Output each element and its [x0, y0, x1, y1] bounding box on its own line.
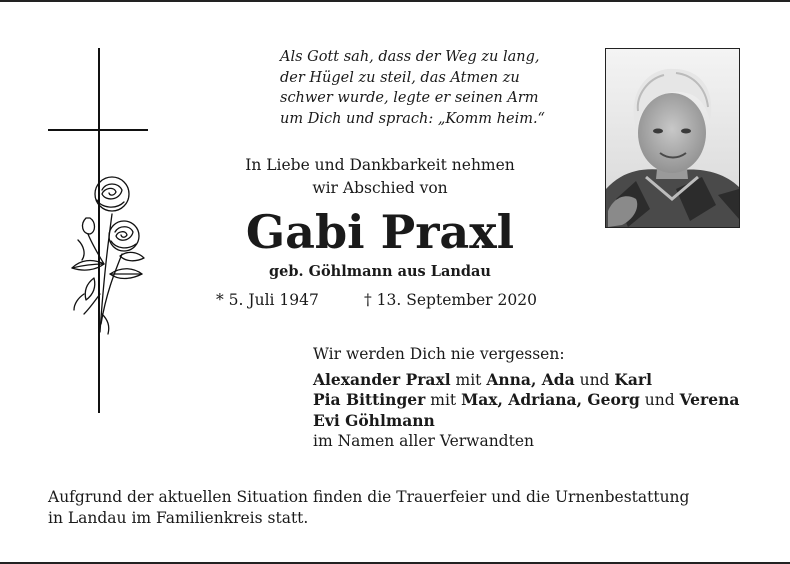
children-names: Verena — [679, 390, 740, 409]
cross-bar — [48, 129, 148, 131]
intro-line: In Liebe und Dankbarkeit nehmen — [245, 156, 515, 174]
family-member-name: Pia Bittinger — [313, 390, 426, 409]
intro-text — [200, 154, 560, 200]
poem-line: der Hügel zu steil, das Atmen zu — [280, 69, 520, 86]
deceased-name: Gabi Praxl — [245, 205, 515, 259]
family-row — [313, 390, 739, 411]
roses-icon — [64, 174, 148, 336]
poem-line: Als Gott sah, dass der Weg zu lang, — [280, 49, 540, 65]
intro-line: wir Abschied von — [312, 179, 448, 197]
poem-line: schwer wurde, legte er seinen Arm — [280, 90, 539, 106]
connector-text: mit — [425, 391, 462, 409]
maiden-name: geb. Göhlmann aus Landau — [269, 263, 491, 280]
family-row — [313, 370, 739, 391]
children-names: Karl — [614, 369, 652, 389]
funeral-notice — [48, 487, 758, 529]
family-signature — [313, 344, 739, 452]
death-date: † 13. September 2020 — [364, 291, 537, 309]
family-member-name: Evi Göhlmann — [313, 410, 435, 430]
connector-text: und — [574, 370, 615, 389]
family-member-name: Alexander Praxl — [313, 369, 451, 389]
poem-line: um Dich und sprach: „Komm heim.“ — [280, 110, 545, 127]
notice-line: in Landau im Familienkreis statt. — [48, 509, 309, 527]
children-names: Max, Adriana, Georg — [461, 390, 640, 409]
children-names: Anna, Ada — [486, 369, 575, 389]
poem — [280, 47, 545, 129]
family-closing: im Namen aller Verwandten — [313, 432, 534, 450]
family-intro: Wir werden Dich nie vergessen: — [313, 345, 565, 363]
portrait-photo — [605, 48, 740, 228]
birth-date: * 5. Juli 1947 — [216, 291, 319, 309]
connector-text: mit — [450, 370, 487, 389]
connector-text: und — [639, 391, 680, 409]
family-row — [313, 411, 739, 432]
notice-line: Aufgrund der aktuellen Situation finden die Trauerfeier und die Urnenbestattung — [48, 488, 690, 506]
